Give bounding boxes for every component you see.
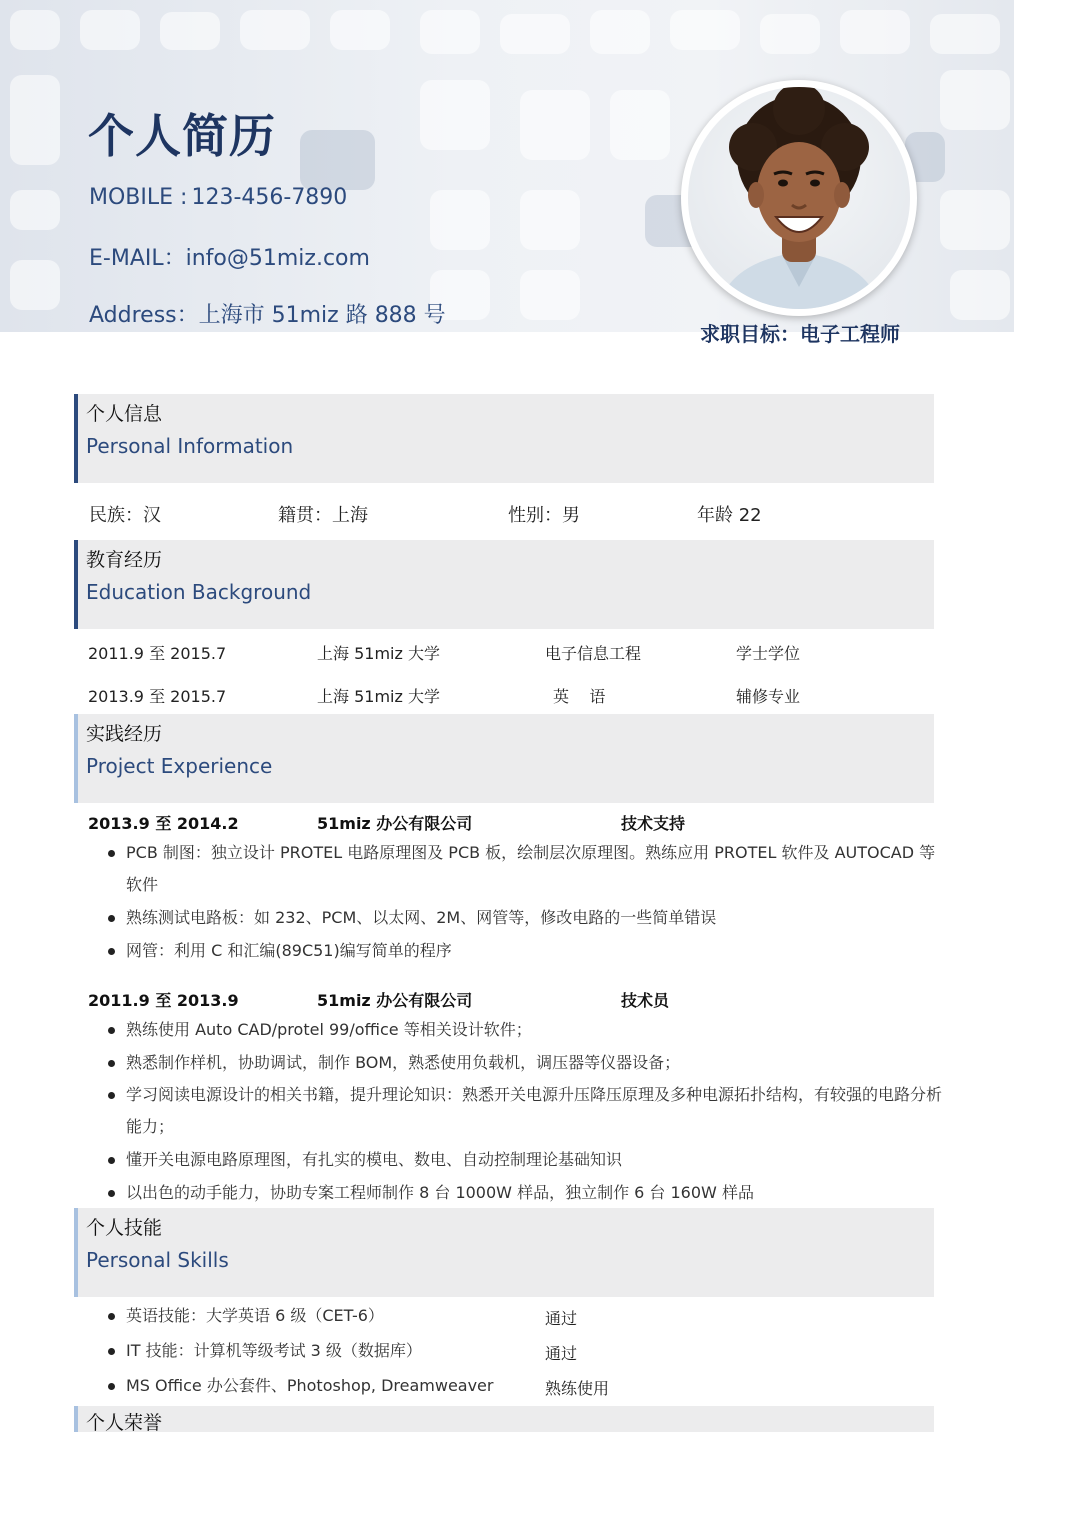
skill-level: 熟练使用: [545, 1379, 610, 1398]
list-item: 熟练测试电路板：如 232、PCM、以太网、2M、网管等，修改电路的一些简单错误: [108, 902, 948, 934]
section-title-en: Personal Skills: [86, 1248, 229, 1272]
skill-item: MS Office 办公套件、Photoshop, Dreamweaver: [108, 1370, 528, 1402]
bullet-icon: [108, 1060, 115, 1067]
hometown-field: 籍贯：上海: [278, 505, 368, 526]
bullet-icon: [108, 1157, 115, 1164]
bullet-icon: [108, 1313, 115, 1320]
skill-level: 通过: [545, 1309, 578, 1328]
section-title-en: Project Experience: [86, 754, 273, 778]
job-period: 2013.9 至 2014.2: [88, 814, 239, 833]
bullet-icon: [108, 1383, 115, 1390]
bullet-icon: [108, 948, 115, 955]
address-value: 上海市 51miz 路 888 号: [198, 303, 446, 328]
bullet-icon: [108, 1027, 115, 1034]
list-item: 懂开关电源电路原理图，有扎实的模电、数电、自动控制理论基础知识: [108, 1144, 948, 1176]
bullet-icon: [108, 1190, 115, 1197]
mobile-value: 123-456-7890: [191, 185, 348, 210]
edu-period: 2011.9 至 2015.7: [88, 644, 227, 663]
bullet-icon: [108, 1092, 115, 1099]
section-title-cn: 个人信息: [86, 403, 163, 425]
mobile-line: [89, 185, 347, 210]
section-title-cn: 个人荣誉: [86, 1412, 163, 1434]
section-personal-info: [74, 394, 934, 483]
job-role: 技术员: [621, 991, 670, 1010]
list-item: 学习阅读电源设计的相关书籍，提升理论知识：熟悉开关电源升压降压原理及多种电源拓扑结构，有较强的电路分析能力；: [108, 1079, 948, 1143]
email-label: E-MAIL：: [89, 246, 186, 271]
section-title-en: Personal Information: [86, 434, 294, 458]
skill-item: IT 技能：计算机等级考试 3 级（数据库）: [108, 1335, 528, 1367]
list-item: 以出色的动手能力，协助专案工程师制作 8 台 1000W 样品，独立制作 6 台 160W 样品: [108, 1177, 948, 1209]
gender-field: 性别：男: [508, 505, 580, 526]
job-period: 2011.9 至 2013.9: [88, 991, 239, 1010]
email-value: info@51miz.com: [185, 246, 370, 271]
job-company: 51miz 办公有限公司: [317, 814, 473, 833]
list-item: PCB 制图：独立设计 PROTEL 电路原理图及 PCB 板，绘制层次原理图。熟练应用 PROTEL 软件及 AUTOCAD 等软件: [108, 837, 948, 901]
resume-title: 个人简历: [88, 109, 276, 163]
job-objective: 求职目标：电子工程师: [700, 322, 900, 346]
address-line: [89, 298, 446, 329]
email-line: [89, 241, 370, 272]
section-education: [74, 540, 934, 629]
person-photo-icon: [688, 87, 910, 309]
edu-school: 上海 51miz 大学: [317, 644, 440, 663]
edu-major: 英 语: [553, 687, 606, 706]
ethnicity-field: 民族：汉: [89, 505, 161, 526]
edu-period: 2013.9 至 2015.7: [88, 687, 227, 706]
job-role: 技术支持: [621, 814, 686, 833]
list-item: 熟悉制作样机，协助调试，制作 BOM，熟悉使用负载机，调压器等仪器设备；: [108, 1047, 948, 1079]
section-title-cn: 教育经历: [86, 549, 163, 571]
section-title-cn: 个人技能: [86, 1217, 163, 1239]
list-item: 熟练使用 Auto CAD/protel 99/office 等相关设计软件；: [108, 1014, 948, 1046]
bullet-icon: [108, 850, 115, 857]
edu-degree: 学士学位: [736, 644, 801, 663]
edu-degree: 辅修专业: [736, 687, 801, 706]
skill-level: 通过: [545, 1344, 578, 1363]
section-experience: [74, 714, 934, 803]
list-item: 网管：利用 C 和汇编(89C51)编写简单的程序: [108, 935, 948, 967]
avatar: [688, 87, 910, 309]
job-company: 51miz 办公有限公司: [317, 991, 473, 1010]
section-title-en: Education Background: [86, 580, 312, 604]
section-honors: [74, 1406, 934, 1432]
edu-major: 电子信息工程: [545, 644, 642, 663]
section-title-cn: 实践经历: [86, 723, 163, 745]
edu-school: 上海 51miz 大学: [317, 687, 440, 706]
age-field: 年龄 22: [697, 505, 762, 526]
section-skills: [74, 1208, 934, 1297]
mobile-label: MOBILE :: [89, 185, 188, 210]
address-label: Address：: [89, 303, 199, 328]
bullet-icon: [108, 1348, 115, 1355]
bullet-icon: [108, 915, 115, 922]
skill-item: 英语技能：大学英语 6 级（CET-6）: [108, 1300, 528, 1332]
